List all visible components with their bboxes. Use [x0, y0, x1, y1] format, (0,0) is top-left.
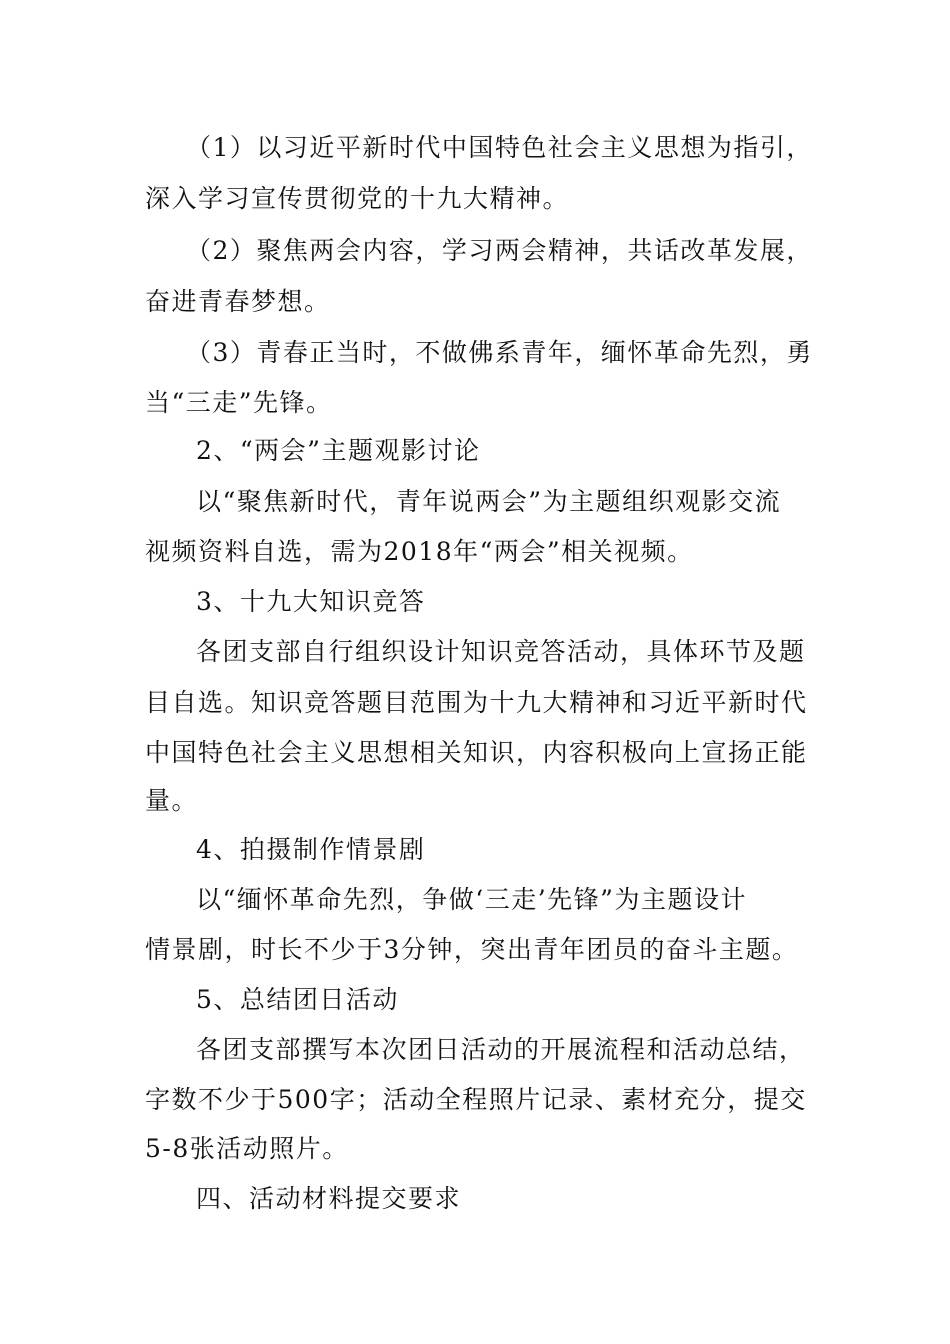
text-line: 目自选。知识竞答题目范围为十九大精神和习近平新时代	[145, 688, 808, 717]
text-line: 字数不少于500字；活动全程照片记录、素材充分，提交	[145, 1085, 807, 1114]
text-line: 以“缅怀革命先烈，争做‘三走’先锋”为主题设计	[196, 885, 747, 914]
section-heading: 3、十九大知识竞答	[196, 587, 426, 616]
section-heading: 2、“两会”主题观影讨论	[196, 436, 481, 465]
section-heading: 5、总结团日活动	[196, 985, 399, 1014]
text-line: （1）以习近平新时代中国特色社会主义思想为指引，	[186, 133, 813, 162]
text-line: 当“三走”先锋。	[145, 388, 333, 417]
text-line: 视频资料自选，需为2018年“两会”相关视频。	[145, 537, 694, 566]
text-line: （3）青春正当时，不做佛系青年，缅怀革命先烈，勇	[186, 338, 813, 367]
text-line: 深入学习宣传贯彻党的十九大精神。	[145, 184, 570, 213]
section-heading: 4、拍摄制作情景剧	[196, 835, 426, 864]
text-line: 5-8张活动照片。	[145, 1134, 349, 1163]
text-line: 中国特色社会主义思想相关知识，内容积极向上宣扬正能	[145, 738, 808, 767]
text-line: 以“聚焦新时代，青年说两会”为主题组织观影交流	[196, 487, 782, 516]
text-line: 情景剧，时长不少于3分钟，突出青年团员的奋斗主题。	[145, 935, 799, 964]
text-line: 各团支部自行组织设计知识竞答活动，具体环节及题	[196, 637, 806, 666]
text-line: 各团支部撰写本次团日活动的开展流程和活动总结，	[196, 1035, 806, 1064]
text-line: 量。	[145, 786, 199, 815]
text-line: （2）聚焦两会内容，学习两会精神，共话改革发展，	[186, 236, 813, 265]
section-heading: 四、活动材料提交要求	[196, 1184, 462, 1213]
text-line: 奋进青春梦想。	[145, 287, 331, 316]
